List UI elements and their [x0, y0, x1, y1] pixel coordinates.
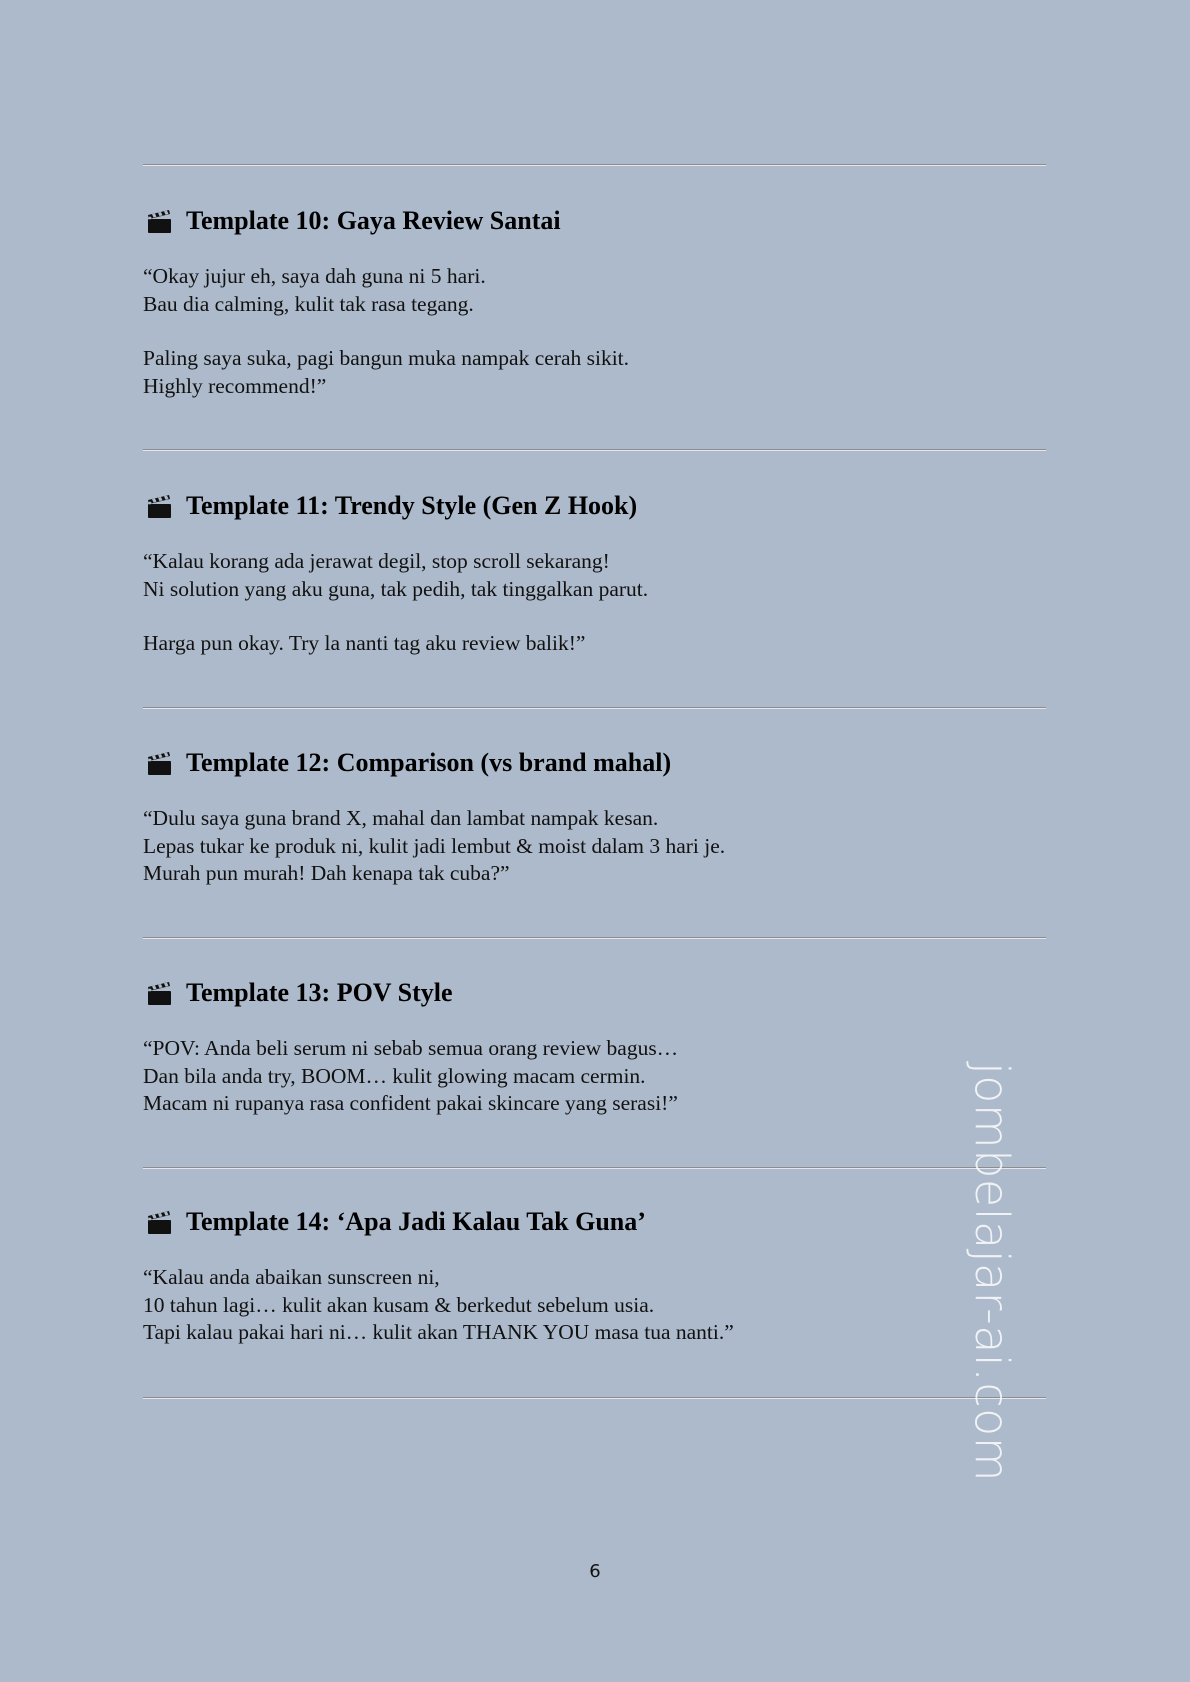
section-body [143, 548, 1046, 658]
text-line: 10 tahun lagi… kulit akan kusam & berkedut sebelum usia. [143, 1292, 655, 1317]
paragraph [143, 548, 1046, 603]
text-line: “Okay jujur eh, saya dah guna ni 5 hari. [143, 264, 486, 288]
clapperboard-icon [147, 493, 173, 519]
section-heading-text: Template 10: Gaya Review Santai [186, 206, 561, 235]
paragraph [143, 263, 1046, 318]
divider-rule [143, 707, 1046, 709]
section-body [143, 263, 1046, 400]
section-heading [143, 745, 1046, 781]
text-line: “POV: Anda beli serum ni sebab semua orang review bagus… [143, 1036, 679, 1060]
text-line: “Dulu saya guna brand X, mahal dan lambat nampak kesan. [143, 806, 659, 830]
divider-rule [143, 1167, 1046, 1169]
text-line: Dan bila anda try, BOOM… kulit glowing macam cermin. [143, 1063, 646, 1088]
text-line: Highly recommend!” [143, 373, 327, 398]
watermark-text: jombelajar-ai.com [965, 1062, 1019, 1483]
divider-rule [143, 449, 1046, 451]
text-line: Ni solution yang aku guna, tak pedih, tak tinggalkan parut. [143, 576, 649, 601]
text-line: Murah pun murah! Dah kenapa tak cuba?” [143, 861, 510, 885]
text-line: “Kalau korang ada jerawat degil, stop scroll sekarang! [143, 549, 610, 573]
section-heading [143, 975, 1046, 1011]
watermark [964, 1062, 1020, 1483]
template-section [143, 975, 1046, 1118]
section-heading [143, 488, 1046, 524]
paragraph [143, 1264, 1046, 1347]
text-line: Bau dia calming, kulit tak rasa tegang. [143, 291, 474, 316]
divider-rule [143, 937, 1046, 939]
paragraph [143, 345, 1046, 400]
divider-rule [143, 1397, 1046, 1399]
section-heading-text: Template 14: ‘Apa Jadi Kalau Tak Guna’ [186, 1207, 646, 1236]
clapperboard-icon [147, 208, 173, 234]
section-heading-text: Template 13: POV Style [186, 978, 453, 1007]
page-number: 6 [589, 1561, 601, 1582]
text-line: Tapi kalau pakai hari ni… kulit akan THANK YOU masa tua nanti.” [143, 1320, 734, 1344]
template-section [143, 745, 1046, 888]
clapperboard-icon [147, 980, 173, 1006]
section-body [143, 1035, 1046, 1118]
paragraph [143, 805, 1046, 888]
section-body [143, 805, 1046, 888]
clapperboard-icon [147, 750, 173, 776]
text-line: Lepas tukar ke produk ni, kulit jadi lembut & moist dalam 3 hari je. [143, 833, 726, 858]
divider-rule [143, 164, 1046, 166]
section-heading [143, 1204, 1046, 1240]
clapperboard-icon [147, 1209, 173, 1235]
template-section [143, 203, 1046, 400]
text-line: Paling saya suka, pagi bangun muka nampak cerah sikit. [143, 346, 630, 370]
text-line: Macam ni rupanya rasa confident pakai skincare yang serasi!” [143, 1091, 678, 1115]
text-line: Harga pun okay. Try la nanti tag aku review balik!” [143, 631, 586, 655]
paragraph [143, 630, 1046, 658]
template-section [143, 488, 1046, 658]
template-section [143, 1204, 1046, 1347]
section-body [143, 1264, 1046, 1347]
section-heading [143, 203, 1046, 239]
section-heading-text: Template 12: Comparison (vs brand mahal) [186, 748, 672, 777]
section-heading-text: Template 11: Trendy Style (Gen Z Hook) [186, 491, 638, 520]
text-line: “Kalau anda abaikan sunscreen ni, [143, 1265, 440, 1289]
paragraph [143, 1035, 1046, 1118]
